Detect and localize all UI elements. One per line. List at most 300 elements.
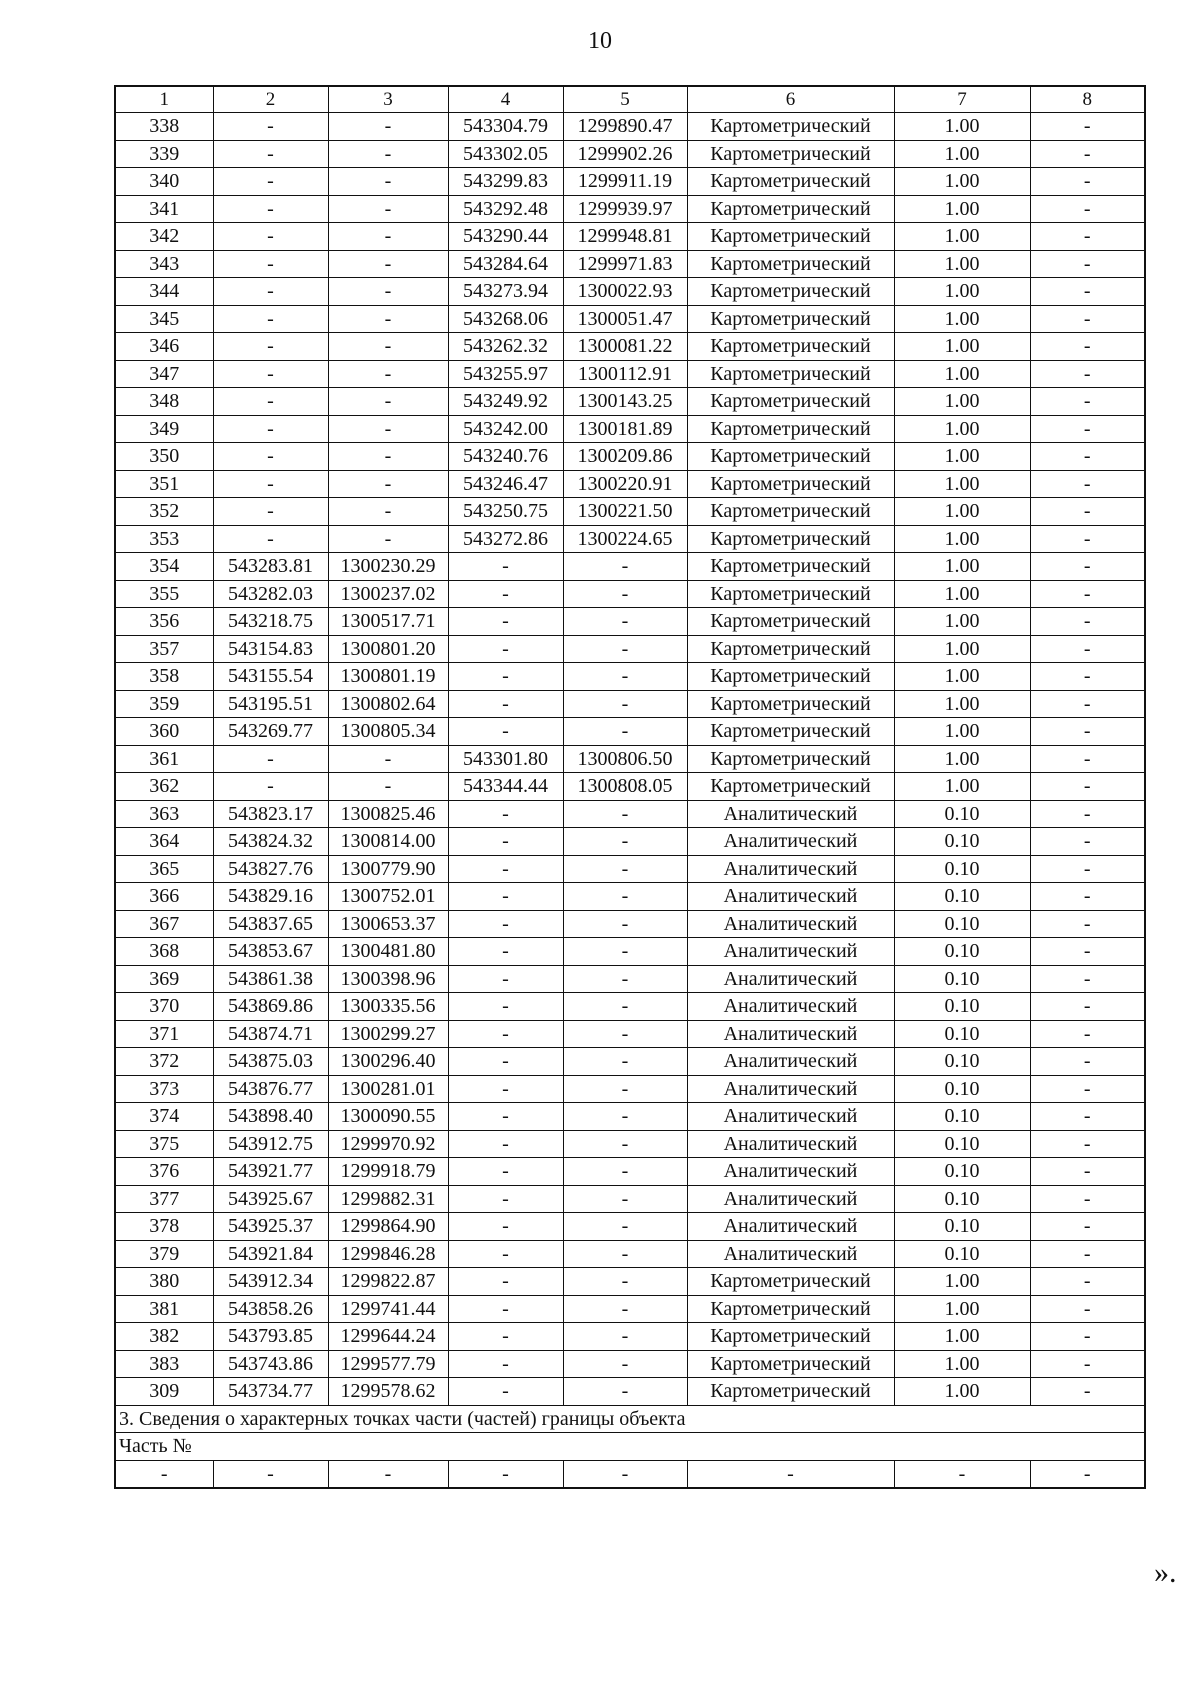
description-cell: - xyxy=(1030,993,1145,1021)
x-coord-cell: 543912.34 xyxy=(213,1268,328,1296)
method-cell: Картометрический xyxy=(687,360,894,388)
y-coord-cell: 1300825.46 xyxy=(328,800,448,828)
description-cell: - xyxy=(1030,360,1145,388)
y-coord-cell: - xyxy=(328,223,448,251)
y-coord-cell: - xyxy=(328,415,448,443)
y-coord-new-cell: - xyxy=(563,1213,687,1241)
y-coord-new-cell: - xyxy=(563,580,687,608)
method-cell: Картометрический xyxy=(687,1268,894,1296)
table-row xyxy=(115,855,1145,883)
method-cell: Аналитический xyxy=(687,910,894,938)
y-coord-cell: - xyxy=(328,1460,448,1488)
x-coord-cell: - xyxy=(213,168,328,196)
y-coord-new-cell: 1300143.25 xyxy=(563,388,687,416)
y-coord-cell: - xyxy=(328,470,448,498)
point-number-cell: 339 xyxy=(115,140,213,168)
y-coord-cell: - xyxy=(328,745,448,773)
method-cell: Аналитический xyxy=(687,1075,894,1103)
y-coord-new-cell: - xyxy=(563,690,687,718)
accuracy-cell: 1.00 xyxy=(894,580,1030,608)
point-number-cell: 372 xyxy=(115,1048,213,1076)
point-number-cell: 370 xyxy=(115,993,213,1021)
accuracy-cell: 1.00 xyxy=(894,388,1030,416)
x-coord-cell: - xyxy=(213,773,328,801)
description-cell: - xyxy=(1030,663,1145,691)
column-header: 2 xyxy=(213,86,328,113)
x-coord-cell: - xyxy=(213,333,328,361)
description-cell: - xyxy=(1030,525,1145,553)
table-row xyxy=(115,168,1145,196)
point-number-cell: 373 xyxy=(115,1075,213,1103)
method-cell: Картометрический xyxy=(687,773,894,801)
description-cell: - xyxy=(1030,470,1145,498)
table-row xyxy=(115,1185,1145,1213)
method-cell: Аналитический xyxy=(687,1103,894,1131)
table-row xyxy=(115,1020,1145,1048)
y-coord-cell: 1299882.31 xyxy=(328,1185,448,1213)
y-coord-cell: - xyxy=(328,305,448,333)
table-row xyxy=(115,883,1145,911)
x-coord-cell: 543874.71 xyxy=(213,1020,328,1048)
table-row xyxy=(115,745,1145,773)
x-coord-new-cell: - xyxy=(448,1103,563,1131)
accuracy-cell: 1.00 xyxy=(894,195,1030,223)
description-cell: - xyxy=(1030,1020,1145,1048)
y-coord-new-cell: 1300112.91 xyxy=(563,360,687,388)
accuracy-cell: 1.00 xyxy=(894,498,1030,526)
y-coord-new-cell: - xyxy=(563,1350,687,1378)
x-coord-cell: 543858.26 xyxy=(213,1295,328,1323)
point-number-cell: 344 xyxy=(115,278,213,306)
description-cell: - xyxy=(1030,113,1145,141)
table-row xyxy=(115,910,1145,938)
x-coord-new-cell: 543272.86 xyxy=(448,525,563,553)
x-coord-new-cell: - xyxy=(448,553,563,581)
method-cell: Картометрический xyxy=(687,498,894,526)
method-cell: Картометрический xyxy=(687,168,894,196)
y-coord-cell: 1299864.90 xyxy=(328,1213,448,1241)
method-cell: Картометрический xyxy=(687,1323,894,1351)
description-cell: - xyxy=(1030,718,1145,746)
table-row xyxy=(115,718,1145,746)
point-number-cell: 377 xyxy=(115,1185,213,1213)
x-coord-new-cell: - xyxy=(448,910,563,938)
y-coord-cell: 1300335.56 xyxy=(328,993,448,1021)
x-coord-cell: 543869.86 xyxy=(213,993,328,1021)
y-coord-new-cell: - xyxy=(563,1460,687,1488)
table-row xyxy=(115,635,1145,663)
table-row xyxy=(115,828,1145,856)
point-number-cell: 353 xyxy=(115,525,213,553)
x-coord-new-cell: 543292.48 xyxy=(448,195,563,223)
x-coord-cell: 543827.76 xyxy=(213,855,328,883)
method-cell: Картометрический xyxy=(687,333,894,361)
accuracy-cell: 1.00 xyxy=(894,553,1030,581)
table-row xyxy=(115,498,1145,526)
column-header: 1 xyxy=(115,86,213,113)
table-row xyxy=(115,360,1145,388)
table-row xyxy=(115,1378,1145,1406)
description-cell: - xyxy=(1030,278,1145,306)
x-coord-new-cell: - xyxy=(448,1268,563,1296)
y-coord-new-cell: 1300181.89 xyxy=(563,415,687,443)
description-cell: - xyxy=(1030,635,1145,663)
y-coord-new-cell: - xyxy=(563,1020,687,1048)
y-coord-cell: 1299822.87 xyxy=(328,1268,448,1296)
point-number-cell: 357 xyxy=(115,635,213,663)
table-row xyxy=(115,388,1145,416)
y-coord-cell: - xyxy=(328,195,448,223)
y-coord-cell: - xyxy=(328,113,448,141)
method-cell: Картометрический xyxy=(687,140,894,168)
method-cell: Аналитический xyxy=(687,965,894,993)
method-cell: Картометрический xyxy=(687,635,894,663)
description-cell: - xyxy=(1030,1378,1145,1406)
table-row xyxy=(115,580,1145,608)
y-coord-cell: 1299577.79 xyxy=(328,1350,448,1378)
description-cell: - xyxy=(1030,553,1145,581)
x-coord-cell: 543282.03 xyxy=(213,580,328,608)
accuracy-cell: 0.10 xyxy=(894,910,1030,938)
x-coord-cell: - xyxy=(213,140,328,168)
x-coord-cell: 543876.77 xyxy=(213,1075,328,1103)
point-number-cell: 352 xyxy=(115,498,213,526)
accuracy-cell: 1.00 xyxy=(894,690,1030,718)
y-coord-cell: 1299970.92 xyxy=(328,1130,448,1158)
y-coord-cell: - xyxy=(328,443,448,471)
method-cell: Аналитический xyxy=(687,1158,894,1186)
accuracy-cell: 0.10 xyxy=(894,1213,1030,1241)
point-number-cell: 342 xyxy=(115,223,213,251)
table-row xyxy=(115,1268,1145,1296)
description-cell: - xyxy=(1030,965,1145,993)
point-number-cell: 348 xyxy=(115,388,213,416)
accuracy-cell: 0.10 xyxy=(894,965,1030,993)
y-coord-new-cell: - xyxy=(563,993,687,1021)
x-coord-cell: 543921.77 xyxy=(213,1158,328,1186)
x-coord-cell: 543743.86 xyxy=(213,1350,328,1378)
accuracy-cell: 0.10 xyxy=(894,1020,1030,1048)
y-coord-cell: - xyxy=(328,140,448,168)
table-row xyxy=(115,195,1145,223)
table-row xyxy=(115,415,1145,443)
y-coord-new-cell: 1299890.47 xyxy=(563,113,687,141)
x-coord-cell: - xyxy=(213,305,328,333)
x-coord-new-cell: - xyxy=(448,1185,563,1213)
x-coord-new-cell: - xyxy=(448,1020,563,1048)
table-row xyxy=(115,553,1145,581)
x-coord-new-cell: 543344.44 xyxy=(448,773,563,801)
point-number-cell: 383 xyxy=(115,1350,213,1378)
y-coord-cell: 1299918.79 xyxy=(328,1158,448,1186)
y-coord-new-cell: 1299902.26 xyxy=(563,140,687,168)
x-coord-cell: 543734.77 xyxy=(213,1378,328,1406)
x-coord-cell: 543195.51 xyxy=(213,690,328,718)
description-cell: - xyxy=(1030,855,1145,883)
empty-part-row xyxy=(115,1460,1145,1488)
y-coord-new-cell: 1299948.81 xyxy=(563,223,687,251)
x-coord-new-cell: - xyxy=(448,1048,563,1076)
method-cell: Картометрический xyxy=(687,305,894,333)
description-cell: - xyxy=(1030,168,1145,196)
x-coord-new-cell: - xyxy=(448,608,563,636)
point-number-cell: 345 xyxy=(115,305,213,333)
accuracy-cell: 1.00 xyxy=(894,635,1030,663)
method-cell: Аналитический xyxy=(687,855,894,883)
y-coord-new-cell: 1299971.83 xyxy=(563,250,687,278)
method-cell: Аналитический xyxy=(687,800,894,828)
description-cell: - xyxy=(1030,690,1145,718)
y-coord-cell: 1300814.00 xyxy=(328,828,448,856)
accuracy-cell: 0.10 xyxy=(894,1130,1030,1158)
method-cell: Аналитический xyxy=(687,1185,894,1213)
accuracy-cell: 0.10 xyxy=(894,938,1030,966)
description-cell: - xyxy=(1030,223,1145,251)
table-row xyxy=(115,773,1145,801)
y-coord-new-cell: - xyxy=(563,608,687,636)
x-coord-new-cell: 543304.79 xyxy=(448,113,563,141)
point-number-cell: 351 xyxy=(115,470,213,498)
x-coord-cell: - xyxy=(213,113,328,141)
x-coord-new-cell: 543240.76 xyxy=(448,443,563,471)
y-coord-new-cell: - xyxy=(563,663,687,691)
point-number-cell: 338 xyxy=(115,113,213,141)
x-coord-cell: - xyxy=(213,388,328,416)
y-coord-new-cell: 1300051.47 xyxy=(563,305,687,333)
point-number-cell: 360 xyxy=(115,718,213,746)
accuracy-cell: 0.10 xyxy=(894,1158,1030,1186)
table-row xyxy=(115,113,1145,141)
y-coord-cell: 1300281.01 xyxy=(328,1075,448,1103)
method-cell: Картометрический xyxy=(687,470,894,498)
table-row xyxy=(115,250,1145,278)
x-coord-new-cell: 543268.06 xyxy=(448,305,563,333)
description-cell: - xyxy=(1030,443,1145,471)
description-cell: - xyxy=(1030,250,1145,278)
point-number-cell: 364 xyxy=(115,828,213,856)
y-coord-new-cell: - xyxy=(563,938,687,966)
y-coord-cell: 1299644.24 xyxy=(328,1323,448,1351)
accuracy-cell: 0.10 xyxy=(894,883,1030,911)
method-cell: Картометрический xyxy=(687,113,894,141)
y-coord-cell: 1300802.64 xyxy=(328,690,448,718)
point-number-cell: 382 xyxy=(115,1323,213,1351)
point-number-cell: - xyxy=(115,1460,213,1488)
page-number: 10 xyxy=(588,28,612,54)
y-coord-cell: 1300299.27 xyxy=(328,1020,448,1048)
accuracy-cell: 1.00 xyxy=(894,1268,1030,1296)
description-cell: - xyxy=(1030,1268,1145,1296)
point-number-cell: 375 xyxy=(115,1130,213,1158)
y-coord-cell: - xyxy=(328,773,448,801)
x-coord-new-cell: - xyxy=(448,1378,563,1406)
y-coord-new-cell: 1299911.19 xyxy=(563,168,687,196)
y-coord-cell: 1299741.44 xyxy=(328,1295,448,1323)
method-cell: - xyxy=(687,1460,894,1488)
table-row xyxy=(115,1048,1145,1076)
description-cell: - xyxy=(1030,140,1145,168)
table-row xyxy=(115,800,1145,828)
y-coord-cell: 1300481.80 xyxy=(328,938,448,966)
method-cell: Картометрический xyxy=(687,223,894,251)
y-coord-new-cell: 1300220.91 xyxy=(563,470,687,498)
x-coord-new-cell: - xyxy=(448,965,563,993)
table-row xyxy=(115,443,1145,471)
point-number-cell: 379 xyxy=(115,1240,213,1268)
point-number-cell: 367 xyxy=(115,910,213,938)
x-coord-new-cell: - xyxy=(448,1240,563,1268)
point-number-cell: 369 xyxy=(115,965,213,993)
x-coord-cell: 543218.75 xyxy=(213,608,328,636)
description-cell: - xyxy=(1030,1158,1145,1186)
description-cell: - xyxy=(1030,1048,1145,1076)
y-coord-new-cell: - xyxy=(563,1075,687,1103)
y-coord-cell: - xyxy=(328,333,448,361)
x-coord-cell: 543875.03 xyxy=(213,1048,328,1076)
method-cell: Картометрический xyxy=(687,745,894,773)
y-coord-new-cell: - xyxy=(563,1323,687,1351)
point-number-cell: 359 xyxy=(115,690,213,718)
table-row xyxy=(115,1240,1145,1268)
table-row xyxy=(115,140,1145,168)
x-coord-cell: 543861.38 xyxy=(213,965,328,993)
x-coord-new-cell: 543290.44 xyxy=(448,223,563,251)
description-cell: - xyxy=(1030,195,1145,223)
method-cell: Аналитический xyxy=(687,993,894,1021)
x-coord-cell: 543829.16 xyxy=(213,883,328,911)
y-coord-cell: 1300230.29 xyxy=(328,553,448,581)
description-cell: - xyxy=(1030,800,1145,828)
accuracy-cell: 1.00 xyxy=(894,223,1030,251)
x-coord-cell: 543925.37 xyxy=(213,1213,328,1241)
accuracy-cell: 1.00 xyxy=(894,443,1030,471)
x-coord-new-cell: - xyxy=(448,1323,563,1351)
accuracy-cell: 0.10 xyxy=(894,828,1030,856)
x-coord-new-cell: - xyxy=(448,690,563,718)
y-coord-cell: 1300090.55 xyxy=(328,1103,448,1131)
x-coord-cell: - xyxy=(213,1460,328,1488)
y-coord-new-cell: - xyxy=(563,1048,687,1076)
method-cell: Картометрический xyxy=(687,1350,894,1378)
part-number-label: Часть № xyxy=(115,1433,1145,1461)
y-coord-cell: - xyxy=(328,250,448,278)
closing-quote: ». xyxy=(1154,1556,1177,1589)
accuracy-cell: 1.00 xyxy=(894,278,1030,306)
column-header: 7 xyxy=(894,86,1030,113)
column-header: 8 xyxy=(1030,86,1145,113)
y-coord-cell: 1299578.62 xyxy=(328,1378,448,1406)
x-coord-new-cell: 543255.97 xyxy=(448,360,563,388)
point-number-cell: 343 xyxy=(115,250,213,278)
point-number-cell: 309 xyxy=(115,1378,213,1406)
y-coord-new-cell: - xyxy=(563,828,687,856)
x-coord-new-cell: 543249.92 xyxy=(448,388,563,416)
y-coord-cell: 1300752.01 xyxy=(328,883,448,911)
x-coord-new-cell: 543299.83 xyxy=(448,168,563,196)
column-header: 4 xyxy=(448,86,563,113)
point-number-cell: 347 xyxy=(115,360,213,388)
point-number-cell: 354 xyxy=(115,553,213,581)
x-coord-new-cell: 543302.05 xyxy=(448,140,563,168)
point-number-cell: 355 xyxy=(115,580,213,608)
accuracy-cell: 0.10 xyxy=(894,1240,1030,1268)
y-coord-new-cell: 1300224.65 xyxy=(563,525,687,553)
description-cell: - xyxy=(1030,1460,1145,1488)
method-cell: Аналитический xyxy=(687,828,894,856)
method-cell: Аналитический xyxy=(687,1130,894,1158)
x-coord-cell: 543837.65 xyxy=(213,910,328,938)
accuracy-cell: 0.10 xyxy=(894,800,1030,828)
x-coord-new-cell: - xyxy=(448,718,563,746)
y-coord-new-cell: - xyxy=(563,855,687,883)
y-coord-cell: - xyxy=(328,278,448,306)
description-cell: - xyxy=(1030,1185,1145,1213)
x-coord-cell: - xyxy=(213,415,328,443)
point-number-cell: 368 xyxy=(115,938,213,966)
table-row xyxy=(115,1075,1145,1103)
accuracy-cell: 1.00 xyxy=(894,745,1030,773)
y-coord-cell: 1300398.96 xyxy=(328,965,448,993)
x-coord-new-cell: - xyxy=(448,800,563,828)
x-coord-new-cell: - xyxy=(448,855,563,883)
y-coord-new-cell: - xyxy=(563,1130,687,1158)
x-coord-new-cell: - xyxy=(448,993,563,1021)
table-row xyxy=(115,1295,1145,1323)
table-row xyxy=(115,1103,1145,1131)
table-row xyxy=(115,993,1145,1021)
point-number-cell: 350 xyxy=(115,443,213,471)
method-cell: Картометрический xyxy=(687,663,894,691)
accuracy-cell: 1.00 xyxy=(894,415,1030,443)
y-coord-new-cell: 1300221.50 xyxy=(563,498,687,526)
point-number-cell: 365 xyxy=(115,855,213,883)
x-coord-cell: 543823.17 xyxy=(213,800,328,828)
y-coord-cell: 1300296.40 xyxy=(328,1048,448,1076)
method-cell: Картометрический xyxy=(687,1295,894,1323)
description-cell: - xyxy=(1030,1075,1145,1103)
table-row xyxy=(115,1213,1145,1241)
y-coord-new-cell: 1300081.22 xyxy=(563,333,687,361)
x-coord-new-cell: - xyxy=(448,1075,563,1103)
description-cell: - xyxy=(1030,1213,1145,1241)
description-cell: - xyxy=(1030,1240,1145,1268)
x-coord-cell: - xyxy=(213,195,328,223)
method-cell: Картометрический xyxy=(687,388,894,416)
x-coord-new-cell: 543273.94 xyxy=(448,278,563,306)
description-cell: - xyxy=(1030,415,1145,443)
x-coord-new-cell: - xyxy=(448,1460,563,1488)
y-coord-cell: 1300801.19 xyxy=(328,663,448,691)
point-number-cell: 381 xyxy=(115,1295,213,1323)
x-coord-cell: 543912.75 xyxy=(213,1130,328,1158)
point-number-cell: 374 xyxy=(115,1103,213,1131)
x-coord-cell: - xyxy=(213,443,328,471)
x-coord-new-cell: 543242.00 xyxy=(448,415,563,443)
table-row xyxy=(115,965,1145,993)
description-cell: - xyxy=(1030,608,1145,636)
method-cell: Картометрический xyxy=(687,608,894,636)
x-coord-new-cell: 543250.75 xyxy=(448,498,563,526)
description-cell: - xyxy=(1030,1295,1145,1323)
method-cell: Аналитический xyxy=(687,938,894,966)
y-coord-cell: 1300517.71 xyxy=(328,608,448,636)
x-coord-cell: - xyxy=(213,745,328,773)
y-coord-new-cell: - xyxy=(563,718,687,746)
y-coord-cell: - xyxy=(328,388,448,416)
method-cell: Картометрический xyxy=(687,718,894,746)
table-row xyxy=(115,525,1145,553)
y-coord-new-cell: - xyxy=(563,965,687,993)
